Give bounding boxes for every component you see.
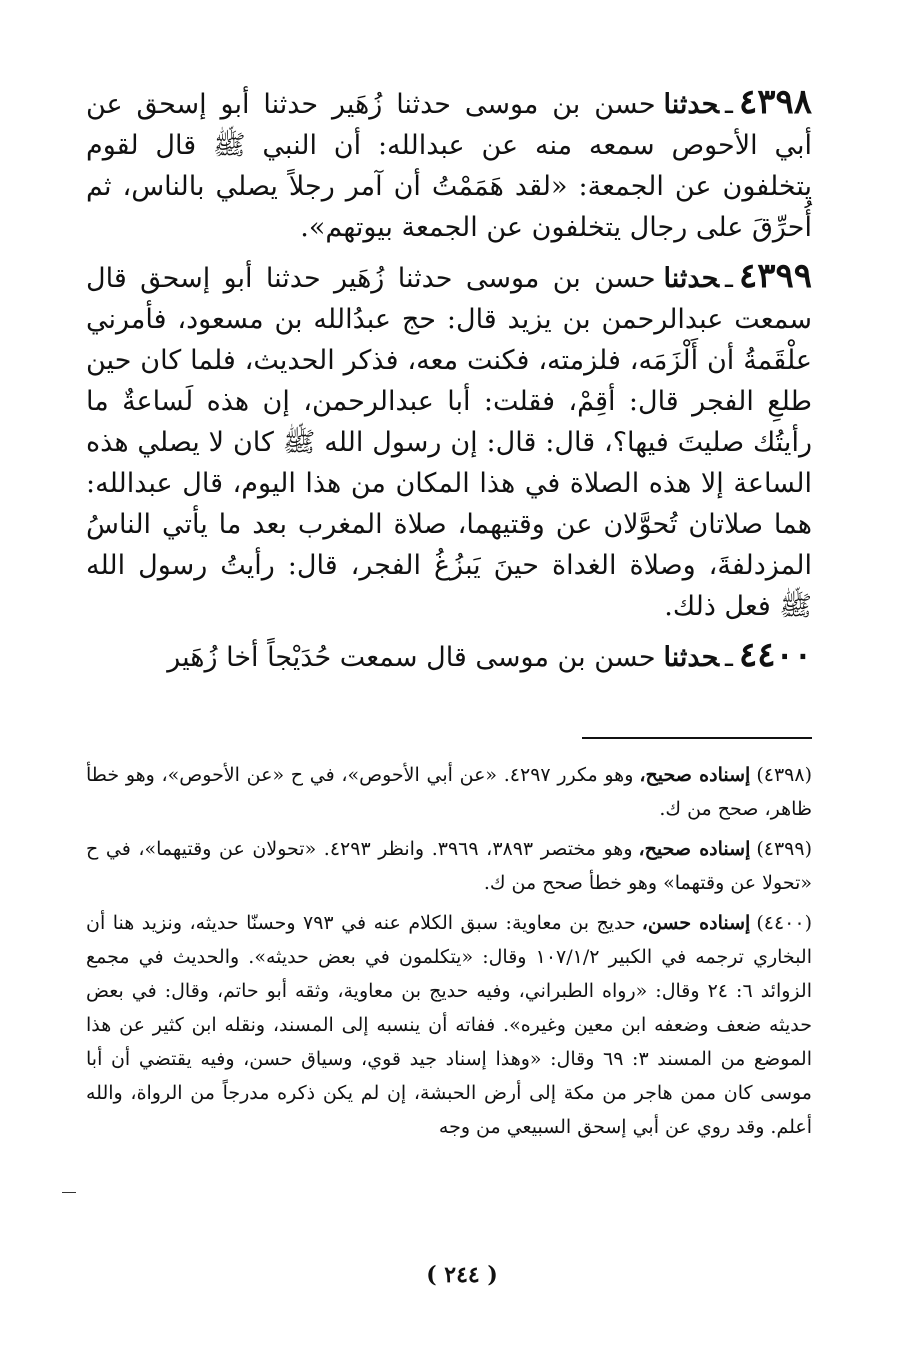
hadith-4398 — [86, 82, 812, 248]
footnote-text: حديج بن معاوية: سبق الكلام عنه في ٧٩٣ وحسنّا حديثه، ونزيد هنا أن البخاري ترجمه في الكبير ١٠٧/١/٢ وقال: «يتكلمون في بعض حديثه». والحديث في مجمع الزوائد ٦: ٢٤ وقال: «رواه الطبراني، وفيه حديج بن معاوية، وثقه أبو حاتم، وقال: في بعض حديثه ضعف وضعفه ابن معين وغيره». ففاته أن ينسبه إلى المسند، ونقله ابن كثير عن هذا الموضع من المسند ٣: ٦٩ وقال: «وهذا إسناد جيد قوي، وسياق حسن، وفيه يقتضي أن أبا موسى كان ممن هاجر من مكة إلى أرض الحبشة، إن لم يكن ذكره مدرجاً من الرواة، والله أعلم. وقد روي عن أبي إسحق السبيعي من وجه — [86, 912, 813, 1138]
dash-separator: ـ — [725, 263, 733, 294]
footnote-4400 — [86, 906, 812, 1144]
hadith-number: ٤٣٩٨ — [738, 82, 812, 122]
hadith-heading: حدثنا — [663, 642, 720, 673]
hadith-heading: حدثنا — [663, 89, 720, 120]
footnote-4399 — [86, 832, 812, 900]
footnote-grade: إسناده صحيح، — [639, 764, 751, 786]
footnote-4398 — [86, 758, 812, 826]
footnote-number: (٤٣٩٨) — [756, 764, 812, 786]
footnote-grade: إسناده صحيح، — [638, 838, 751, 860]
hadith-number: ٤٣٩٩ — [738, 256, 812, 296]
footnote-text: وهو مختصر ٣٨٩٣، ٣٩٦٩. وانظر ٤٢٩٣. «تحولان عن وقتيهما»، في ح «تحولا عن وقتهما» وهو خطأ صحح من ك. — [86, 838, 812, 894]
page-number: ( ٢٤٤ ) — [426, 1262, 498, 1288]
footnote-text: وهو مكرر ٤٢٩٧. «عن أبي الأحوص»، في ح «عن الأحوص»، وهو خطأ ظاهر، صحح من ك. — [86, 764, 812, 820]
hadith-4400 — [86, 635, 812, 678]
hadith-heading: حدثنا — [663, 263, 720, 294]
hadith-text: حسن بن موسى قال سمعت حُدَيْجاً أخا زُهَير — [167, 642, 656, 673]
footnote-number: (٤٣٩٩) — [756, 838, 813, 860]
footnote-grade: إسناده حسن، — [641, 912, 751, 934]
dash-separator: ـ — [725, 89, 733, 120]
footnote-divider — [582, 737, 812, 739]
main-text — [86, 82, 812, 686]
hadith-4399 — [86, 256, 812, 627]
hadith-text: حسن بن موسى حدثنا زُهَير حدثنا أبو إسحق قال سمعت عبدالرحمن بن يزيد قال: حج عبدُالله بن مسعود، فأمرني علْقَمةُ أن أَلْزَمَه، فلزمته، فكنت معه، فذكر الحديث، فلما كان حين طلعِ الفجر قال: أقِمْ، فقلت: أبا عبدالرحمن، إن هذه لَساعةٌ ما رأيتُك صليتَ فيها؟، قال: قال: إن رسول الله ﷺ كان لا يصلي هذه الساعة إلا هذه الصلاة في هذا المكان من هذا اليوم، قال عبدالله: هما صلاتان تُحوَّلان عن وقتيهما، صلاة المغرب بعد ما يأتي الناسُ المزدلفةَ، وصلاة الغداة حينَ يَبزُغُ الفجر، قال: رأيتُ رسول الله ﷺ فعل ذلك. — [86, 263, 812, 622]
margin-mark — [62, 1192, 76, 1193]
footnotes — [86, 758, 812, 1150]
footnote-number: (٤٤٠٠) — [756, 912, 812, 934]
hadith-text: حسن بن موسى حدثنا زُهَير حدثنا أبو إسحق عن أبي الأحوص سمعه منه عن عبدالله: أن النبي ﷺ قال لقوم يتخلفون عن الجمعة: «لقد هَمَمْتُ أن آمر رجلاً يصلي بالناس، ثم أُحرِّقَ على رجال يتخلفون عن الجمعة بيوتهم». — [86, 89, 812, 243]
hadith-number: ٤٤٠٠ — [738, 635, 812, 675]
dash-separator: ـ — [725, 642, 733, 673]
